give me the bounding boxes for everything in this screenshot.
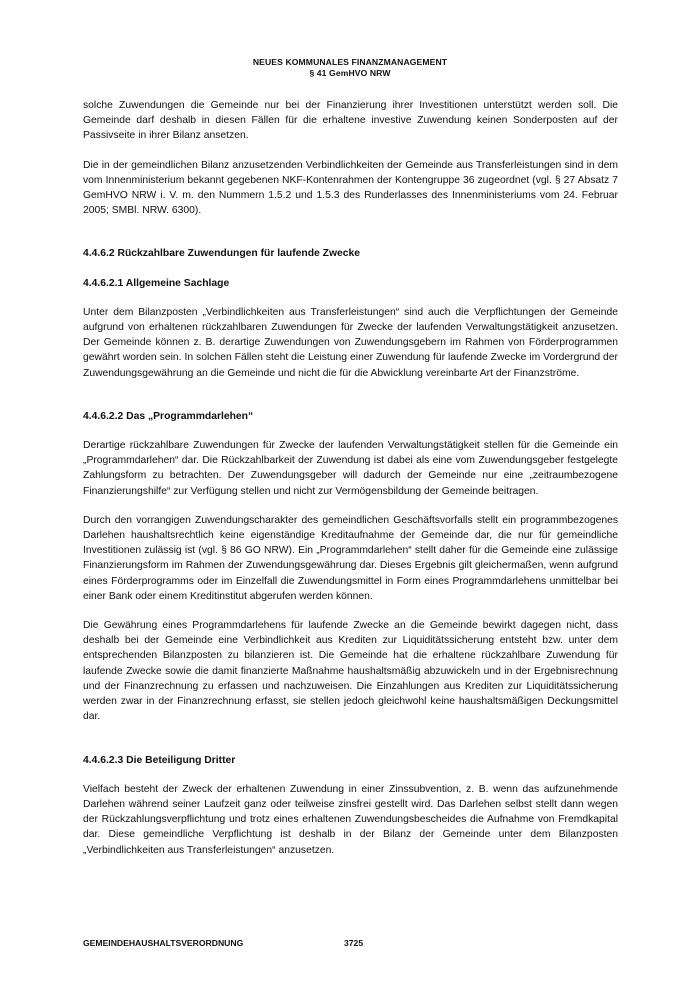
footer-title: GEMEINDEHAUSHALTSVERORDNUNG xyxy=(83,938,244,948)
header-section: § 41 GemHVO NRW xyxy=(309,68,391,78)
subsection-heading: 4.4.6.2.1 Allgemeine Sachlage xyxy=(83,277,230,289)
header-title: NEUES KOMMUNALES FINANZMANAGEMENT xyxy=(252,57,448,67)
paragraph: Unter dem Bilanzposten „Verbindlichkeiten aus Transferleistungen“ sind auch die Verpflichtungen der Gemeinde aufgrund von erhaltenen rückzahlbaren Zuwendungen für Zwecke der laufenden Verwaltungstätigkeit anzusetzen. Der Gemeinde können z. B. derartige Zuwendungen von Zuwendungsgebern im Rahmen von Förderprogrammen gewährt worden sein. In solchen Fällen steht die Leistung einer Zuwendung für laufende Zwecke im Vordergrund der Zuwendungsgewährung an die Gemeinde und nicht die für die Abwicklung vereinbarte Art der Finanzströme. xyxy=(83,306,618,379)
paragraph: Die Gewährung eines Programmdarlehens für laufende Zwecke an die Gemeinde bewirkt dagegen nicht, dass deshalb bei der Gemeinde eine Verbindlichkeit aus Krediten zur Liquiditätssicherung entsteht bzw. unter dem entsprechenden Bilanzposten zu bilanzieren ist. Die Gemeinde hat die erhaltene rückzahlbare Zuwendung für laufende Zwecke sowie die damit finanzierte Maßnahme haushaltsmäßig abzuwickeln und in der Ergebnisrechnung und der Finanzrechnung zu erfassen und nachzuweisen. Die Einzahlungen aus Krediten zur Liquiditätssicherung werden zwar in der Finanzrechnung erfasst, sie stellen jedoch gleichwohl keine haushaltsmäßigen Deckungsmittel dar. xyxy=(83,620,618,723)
subsection-heading: 4.4.6.2.2 Das „Programmdarlehen“ xyxy=(83,410,254,422)
page-number: 3725 xyxy=(344,938,364,948)
paragraph: solche Zuwendungen die Gemeinde nur bei der Finanzierung ihrer Investitionen unterstützt werden soll. Die Gemeinde darf deshalb in diesen Fällen für die erhaltene investive Zuwendung keinen Sonderposten auf der Passivseite in ihrer Bilanz ansetzen. xyxy=(83,100,618,142)
subsection-heading: 4.4.6.2.3 Die Beteiligung Dritter xyxy=(83,754,236,766)
document-body xyxy=(83,98,618,858)
page-header xyxy=(0,57,700,79)
paragraph: Durch den vorrangigen Zuwendungscharakter des gemeindlichen Geschäftsvorfalls stellt ein programmbezogenes Darlehen haushaltsrechtlich keine eigenständige Kreditaufnahme der Gemeinde dar, die nur für gemeindliche Investitionen zulässig ist (vgl. § 86 GO NRW). Ein „Programmdarlehen“ stellt daher für die Gemeinde eine zulässige Finanzierungsform im Rahmen der Zuwendungsgewährung dar. Dieses Ergebnis gilt gleichermaßen, wenn aufgrund eines Förderprogramms oder im Einzelfall die Zuwendungsmittel in Form eines Programmdarlehens unmittelbar bei einer Bank oder einem Kreditinstitut abgerufen werden können. xyxy=(83,514,618,602)
paragraph: Derartige rückzahlbare Zuwendungen für Zwecke der laufenden Verwaltungstätigkeit stellen für die Gemeinde ein „Programmdarlehen“ dar. Die Rückzahlbarkeit der Zuwendung ist dabei als eine vom Zuwendungsgeber festgelegte Zahlungsform zu betrachten. Der Zuwendungsgeber will dadurch der Gemeinde nur eine „zeitraumbezogene Finanzierungshilfe“ zur Verfügung stellen und nicht zur Vermögensbildung der Gemeinde beitragen. xyxy=(83,440,618,497)
paragraph: Die in der gemeindlichen Bilanz anzusetzenden Verbindlichkeiten der Gemeinde aus Transferleistungen sind in dem vom Innenministerium bekannt gegebenen NKF-Kontenrahmen der Kontengruppe 36 zugeordnet (vgl. § 27 Absatz 7 GemHVO NRW i. V. m. den Nummern 1.5.2 und 1.5.3 des Runderlasses des Innenministeriums vom 24. Februar 2005; SMBl. NRW. 6300). xyxy=(83,159,618,217)
paragraph: Vielfach besteht der Zweck der erhaltenen Zuwendung in einer Zinssubvention, z. B. wenn das aufzunehmende Darlehen während seiner Laufzeit ganz oder teilweise zinsfrei gestellt wird. Das Darlehen selbst stellt dann wegen der Rückzahlungsverpflichtung und trotz eines erhaltenen Zuwendungsbescheides die Aufnahme von Fremdkapital dar. Diese gemeindliche Verpflichtung ist deshalb in der Bilanz der Gemeinde unter dem Bilanzposten „Verbindlichkeiten aus Transferleistungen“ anzusetzen. xyxy=(83,783,618,856)
section-heading: 4.4.6.2 Rückzahlbare Zuwendungen für laufende Zwecke xyxy=(83,248,361,260)
